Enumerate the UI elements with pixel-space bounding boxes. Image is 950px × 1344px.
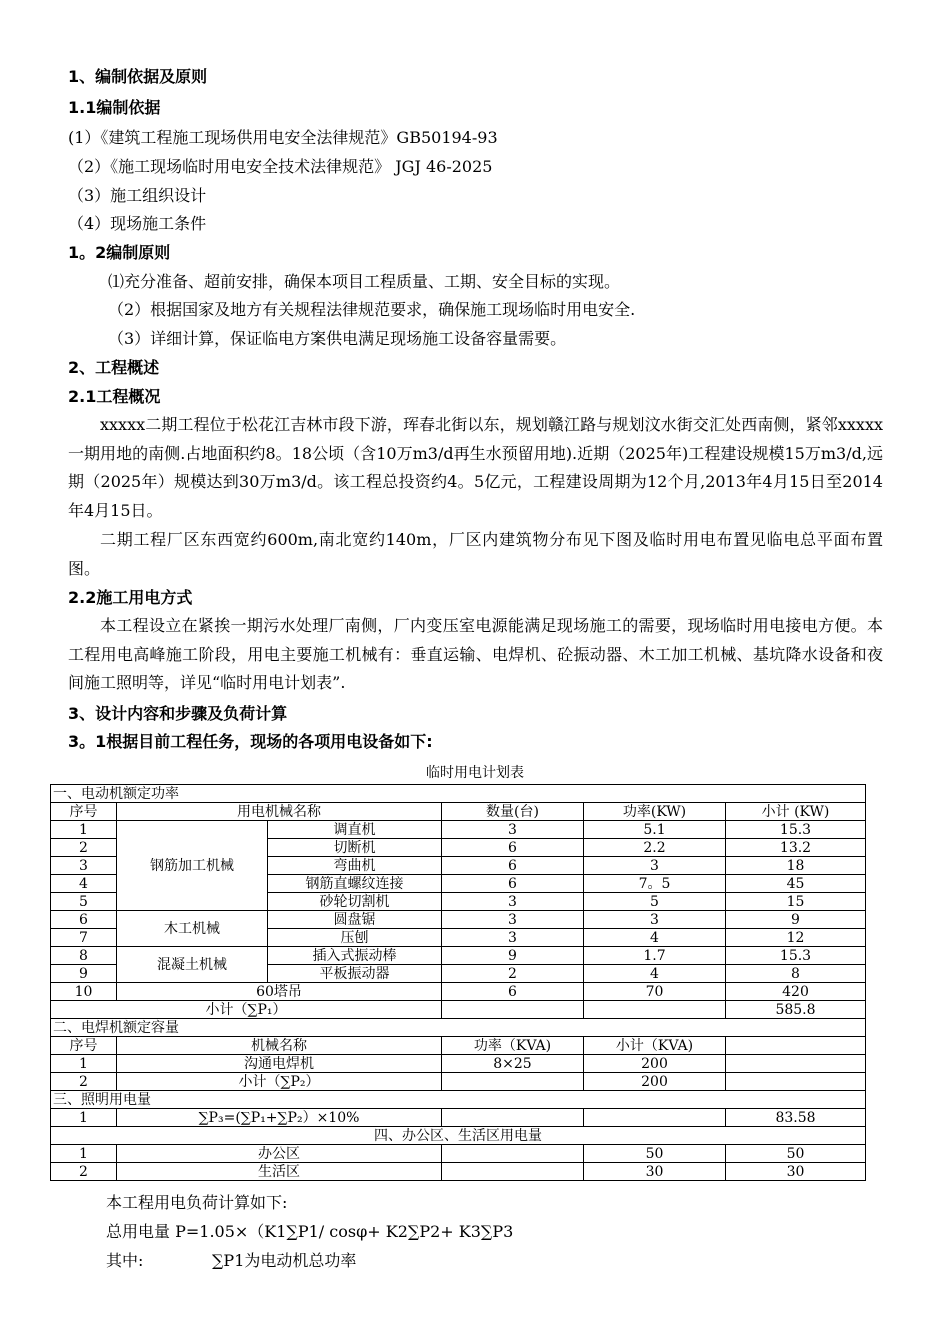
table-row bbox=[51, 1055, 866, 1073]
cell-power: 5 bbox=[584, 893, 726, 911]
cell-power: 3 bbox=[584, 857, 726, 875]
cell-name: 沟通电焊机 bbox=[117, 1055, 442, 1073]
cell-power: 4 bbox=[584, 965, 726, 983]
calc-formula: 总用电量 P=1.05×（K1∑P1/ cosφ+ K2∑P2+ K3∑P3 bbox=[106, 1222, 514, 1241]
cell-qty: 3 bbox=[442, 821, 584, 839]
cell-no: 1 bbox=[51, 821, 117, 839]
cell-name: 砂轮切割机 bbox=[268, 893, 442, 911]
cell-power: 3 bbox=[584, 911, 726, 929]
column-header: 功率（KVA) bbox=[442, 1037, 584, 1055]
cell-no: 8 bbox=[51, 947, 117, 965]
cell-subtotal: 15.3 bbox=[726, 947, 866, 965]
cell-name: 钢筋直螺纹连接 bbox=[268, 875, 442, 893]
group-label: 钢筋加工机械 bbox=[117, 821, 268, 911]
principle-item: （2）根据国家及地方有关规程法律规范要求，确保施工现场临时用电安全. bbox=[108, 300, 636, 319]
table-row bbox=[51, 947, 866, 965]
table-header-row bbox=[51, 1037, 866, 1055]
cell-qty: 6 bbox=[442, 857, 584, 875]
cell-subtotal: 8 bbox=[726, 965, 866, 983]
column-header: 用电机械名称 bbox=[117, 803, 442, 821]
empty-cell bbox=[584, 1001, 726, 1019]
cell-qty: 3 bbox=[442, 893, 584, 911]
table-row bbox=[51, 1073, 866, 1091]
cell-subtotal: 45 bbox=[726, 875, 866, 893]
column-header: 机械名称 bbox=[117, 1037, 442, 1055]
cell-no: 4 bbox=[51, 875, 117, 893]
empty-cell bbox=[726, 1073, 866, 1091]
basis-item: （4）现场施工条件 bbox=[68, 214, 207, 233]
cell-name: 圆盘锯 bbox=[268, 911, 442, 929]
column-header: 序号 bbox=[51, 1037, 117, 1055]
cell-no: 1 bbox=[51, 1145, 117, 1163]
cell-no: 5 bbox=[51, 893, 117, 911]
empty-cell bbox=[442, 1163, 584, 1181]
cell-qty: 6 bbox=[442, 983, 584, 1001]
column-header: 小计（KVA) bbox=[584, 1037, 726, 1055]
cell-qty: 6 bbox=[442, 875, 584, 893]
cell-no: 10 bbox=[51, 983, 117, 1001]
column-header: 小计 (KW) bbox=[726, 803, 866, 821]
lighting-formula: ∑P₃=(∑P₁+∑P₂）×10% bbox=[117, 1109, 442, 1127]
basis-title: 1.1编制依据 bbox=[68, 98, 161, 117]
cell-no: 2 bbox=[51, 1073, 117, 1091]
empty-cell bbox=[442, 1073, 584, 1091]
cell-no: 2 bbox=[51, 1163, 117, 1181]
overview-title: 2.1工程概况 bbox=[68, 387, 161, 406]
power-mode-paragraph: 本工程设立在紧挨一期污水处理厂南侧，厂内变压室电源能满足现场施工的需要，现场临时用电接电方便。本工程用电高峰施工阶段，用电主要施工机械有：垂直运输、电焊机、砼振动器、木工加工机械、基坑降水设备和夜间施工照明等，详见“临时用电计划表”. bbox=[68, 616, 883, 692]
table-row bbox=[51, 1145, 866, 1163]
sum1-label: 小计（∑P₁） bbox=[51, 1001, 442, 1019]
basis-item: (1）《建筑工程施工现场供用电安全法律规范》GB50194-93 bbox=[68, 128, 498, 147]
section-3-title: 3、设计内容和步骤及负荷计算 bbox=[68, 704, 288, 723]
overview-paragraph-2: 二期工程厂区东西宽约600m,南北宽约140m，厂区内建筑物分布见下图及临时用电布置见临电总平面布置图。 bbox=[68, 530, 883, 578]
section-header: 二、电焊机额定容量 bbox=[51, 1019, 866, 1037]
table-section-row bbox=[51, 785, 866, 803]
table-section-row bbox=[51, 1019, 866, 1037]
empty-cell bbox=[726, 1055, 866, 1073]
cell-name: 60塔吊 bbox=[117, 983, 442, 1001]
cell-power: 8×25 bbox=[442, 1055, 584, 1073]
table-row bbox=[51, 1163, 866, 1181]
cell-subtotal: 15.3 bbox=[726, 821, 866, 839]
cell-qty: 3 bbox=[442, 929, 584, 947]
empty-cell bbox=[442, 1001, 584, 1019]
cell-qty: 3 bbox=[442, 911, 584, 929]
table-header-row bbox=[51, 803, 866, 821]
basis-item: （3）施工组织设计 bbox=[68, 186, 207, 205]
table-row bbox=[51, 1109, 866, 1127]
table-section-row bbox=[51, 1091, 866, 1109]
cell-name: 调直机 bbox=[268, 821, 442, 839]
cell-no: 9 bbox=[51, 965, 117, 983]
cell-no: 3 bbox=[51, 857, 117, 875]
cell-subtotal: 420 bbox=[726, 983, 866, 1001]
cell-name: 切断机 bbox=[268, 839, 442, 857]
cell-value: 30 bbox=[584, 1163, 726, 1181]
cell-no: 1 bbox=[51, 1055, 117, 1073]
cell-qty: 2 bbox=[442, 965, 584, 983]
table-row bbox=[51, 821, 866, 839]
cell-power: 70 bbox=[584, 983, 726, 1001]
sum2-value: 200 bbox=[584, 1073, 726, 1091]
cell-power: 7。5 bbox=[584, 875, 726, 893]
group-label: 木工机械 bbox=[117, 911, 268, 947]
principle-title: 1。2编制原则 bbox=[68, 243, 171, 262]
overview-paragraph: xxxxx二期工程位于松花江吉林市段下游，珲春北街以东，规划赣江路与规划汶水街交汇处西南侧，紧邻xxxxx一期用地的南侧.占地面积约8。18公顷（含10万m3/d再生水预留用地).近期（2025年)工程建设规模15万m3/d,远期（2025年）规模达到30万m3/d。该工程总投资约4。5亿元，工程建设周期为12个月,2013年4月15日至2014年4月15日。 bbox=[68, 415, 883, 520]
calc-where-text: ∑P1为电动机总功率 bbox=[212, 1251, 357, 1270]
section-header: 三、照明用电量 bbox=[51, 1091, 866, 1109]
column-header: 序号 bbox=[51, 803, 117, 821]
cell-value: 50 bbox=[726, 1145, 866, 1163]
calc-intro: 本工程用电负荷计算如下: bbox=[106, 1193, 288, 1212]
cell-no: 2 bbox=[51, 839, 117, 857]
cell-power: 2.2 bbox=[584, 839, 726, 857]
cell-subtotal: 15 bbox=[726, 893, 866, 911]
column-header: 功率(KW) bbox=[584, 803, 726, 821]
sum1-value: 585.8 bbox=[726, 1001, 866, 1019]
table-row bbox=[51, 983, 866, 1001]
cell-power: 1.7 bbox=[584, 947, 726, 965]
cell-name: 办公区 bbox=[117, 1145, 442, 1163]
section-header: 一、电动机额定功率 bbox=[51, 785, 866, 803]
cell-no: 1 bbox=[51, 1109, 117, 1127]
cell-value: 30 bbox=[726, 1163, 866, 1181]
principle-item: （3）详细计算，保证临电方案供电满足现场施工设备容量需要。 bbox=[108, 329, 567, 348]
power-mode-title: 2.2施工用电方式 bbox=[68, 588, 193, 607]
section-header: 四、办公区、生活区用电量 bbox=[51, 1127, 866, 1145]
cell-subtotal: 13.2 bbox=[726, 839, 866, 857]
empty-cell bbox=[442, 1145, 584, 1163]
table-section-row bbox=[51, 1127, 866, 1145]
group-label: 混凝土机械 bbox=[117, 947, 268, 983]
empty-cell bbox=[584, 1109, 726, 1127]
column-header: 数量(台) bbox=[442, 803, 584, 821]
empty-cell bbox=[442, 1109, 584, 1127]
cell-name: 压刨 bbox=[268, 929, 442, 947]
cell-power: 4 bbox=[584, 929, 726, 947]
cell-qty: 6 bbox=[442, 839, 584, 857]
power-plan-table bbox=[50, 784, 866, 1181]
cell-no: 6 bbox=[51, 911, 117, 929]
cell-subtotal: 9 bbox=[726, 911, 866, 929]
principle-item: ⑴充分准备、超前安排，确保本项目工程质量、工期、安全目标的实现。 bbox=[108, 272, 621, 291]
cell-subtotal: 18 bbox=[726, 857, 866, 875]
empty-cell bbox=[726, 1037, 866, 1055]
table-caption: 临时用电计划表 bbox=[426, 765, 524, 781]
section-1-title: 1、编制依据及原则 bbox=[68, 67, 208, 86]
lighting-value: 83.58 bbox=[726, 1109, 866, 1127]
cell-qty: 9 bbox=[442, 947, 584, 965]
cell-no: 7 bbox=[51, 929, 117, 947]
calc-where-label: 其中: bbox=[106, 1251, 144, 1270]
cell-name: 平板振动器 bbox=[268, 965, 442, 983]
cell-subtotal: 12 bbox=[726, 929, 866, 947]
cell-name: 弯曲机 bbox=[268, 857, 442, 875]
cell-name: 插入式振动棒 bbox=[268, 947, 442, 965]
cell-value: 50 bbox=[584, 1145, 726, 1163]
cell-power: 5.1 bbox=[584, 821, 726, 839]
sum2-label: 小计（∑P₂） bbox=[117, 1073, 442, 1091]
section-2-title: 2、工程概述 bbox=[68, 358, 160, 377]
section-3-1-title: 3。1根据目前工程任务，现场的各项用电设备如下: bbox=[68, 732, 433, 751]
basis-item: （2）《施工现场临时用电安全技术法律规范》 JGJ 46-2025 bbox=[68, 157, 493, 176]
cell-subtotal: 200 bbox=[584, 1055, 726, 1073]
cell-name: 生活区 bbox=[117, 1163, 442, 1181]
table-row bbox=[51, 1001, 866, 1019]
table-row bbox=[51, 911, 866, 929]
